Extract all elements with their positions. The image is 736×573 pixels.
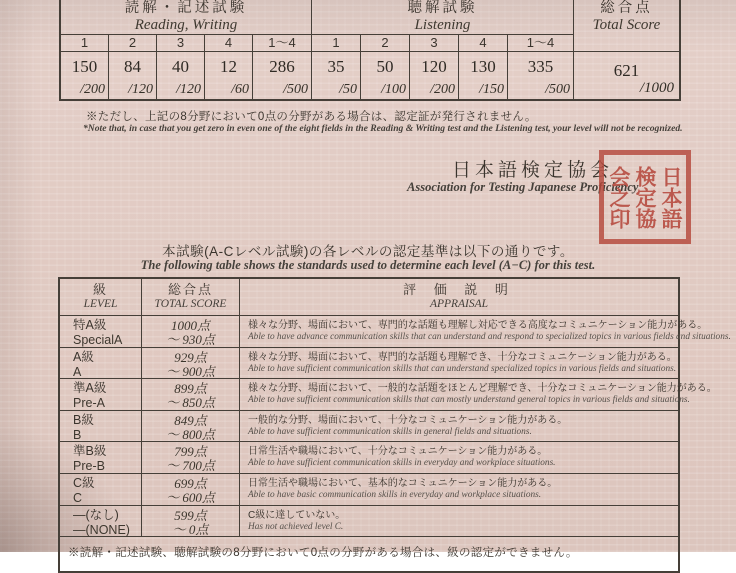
header-appraisal-jp: 評 価 説 明 bbox=[403, 282, 515, 297]
level-cell bbox=[60, 411, 142, 443]
column-header: 4 bbox=[205, 35, 253, 52]
score-range-bottom: ～ 0点 bbox=[172, 521, 209, 537]
appraisal-jp: 日常生活や職場において、十分なコミュニケーション能力がある。 bbox=[248, 446, 548, 458]
score-max: /120 bbox=[176, 82, 201, 97]
score-range-bottom: ～ 930点 bbox=[166, 332, 215, 347]
score-cell bbox=[205, 52, 253, 99]
score-range-top: 799点 bbox=[174, 444, 207, 460]
level-name-en: B bbox=[73, 427, 82, 442]
score-range-top: 1000点 bbox=[170, 318, 210, 333]
level-cell bbox=[60, 506, 142, 538]
level-name-jp: 準A級 bbox=[73, 381, 107, 396]
header-level-jp: 級 bbox=[92, 282, 108, 297]
appraisal-cell bbox=[240, 506, 678, 538]
score-range-cell bbox=[142, 316, 240, 348]
score-cell bbox=[157, 52, 205, 99]
appraisal-jp: C級に達していない。 bbox=[248, 509, 346, 521]
score-range-cell bbox=[142, 379, 240, 411]
score-cell bbox=[361, 52, 410, 99]
score-range-top: 899点 bbox=[174, 381, 207, 397]
total-title-en: Total Score bbox=[592, 17, 661, 33]
appraisal-jp: 様々な分野、場面において、一般的な話題をほとんど理解でき、十分なコミュニケーション能力がある。 bbox=[248, 383, 717, 395]
column-header: 1～4 bbox=[508, 35, 574, 52]
score-range-cell bbox=[142, 442, 240, 474]
score-cell bbox=[253, 52, 312, 99]
level-name-jp: —(なし) bbox=[73, 507, 119, 522]
score-value: 50 bbox=[376, 57, 394, 76]
total-score-max: /1000 bbox=[639, 80, 674, 96]
score-max: /200 bbox=[430, 82, 455, 97]
score-range-top: 929点 bbox=[174, 349, 207, 365]
appraisal-en: Able to have sufficient communication skills that can mostly understand general topics in various fields and situations. bbox=[248, 395, 690, 406]
score-range-cell bbox=[142, 506, 240, 538]
appraisal-jp: 日常生活や職場において、基本的なコミュニケーション能力がある。 bbox=[248, 477, 558, 489]
seal-column-middle bbox=[633, 157, 657, 237]
appraisal-jp: 一般的な分野、場面において、十分なコミュニケーション能力がある。 bbox=[248, 414, 568, 426]
column-header: 2 bbox=[361, 35, 410, 52]
header-appraisal-en: APPRAISAL bbox=[429, 298, 489, 310]
association-seal-stamp bbox=[599, 150, 691, 244]
total-score-header bbox=[574, 0, 679, 52]
score-max: /150 bbox=[479, 82, 504, 97]
score-range-bottom: ～ 700点 bbox=[166, 458, 215, 474]
appraisal-en: Able to have sufficient communication skills in everyday and workplace situations. bbox=[248, 458, 556, 469]
appraisal-en: Able to have sufficient communication skills that can understand specialized topics in various fields and situations. bbox=[248, 363, 677, 374]
column-header: 4 bbox=[459, 35, 508, 52]
score-max: /120 bbox=[128, 82, 153, 97]
level-name-jp: A級 bbox=[73, 349, 94, 364]
score-range-bottom: ～ 800点 bbox=[166, 426, 215, 442]
score-value: 150 bbox=[71, 57, 98, 76]
score-range-bottom: ～ 850点 bbox=[166, 395, 215, 411]
score-max: /200 bbox=[80, 82, 105, 97]
appraisal-en: Able to have basic communication skills in everyday and workplace situations. bbox=[248, 489, 542, 500]
standards-intro-jp: 本試験(A-Cレベル試験)の各レベルの認定基準は以下の通りです。 bbox=[162, 244, 574, 259]
score-range-cell bbox=[142, 411, 240, 443]
score-value: 35 bbox=[327, 57, 345, 76]
section-title-en: Reading, Writing bbox=[134, 17, 238, 33]
appraisal-cell bbox=[240, 379, 717, 411]
header-level-en: LEVEL bbox=[83, 298, 118, 310]
section-header-reading-writing bbox=[61, 0, 312, 35]
seal-text: 日本語 bbox=[659, 165, 683, 229]
appraisal-cell bbox=[240, 316, 731, 348]
score-max: /500 bbox=[283, 82, 308, 97]
section-header-listening bbox=[312, 0, 574, 35]
score-range-top: 849点 bbox=[174, 412, 207, 428]
score-max: /100 bbox=[381, 82, 406, 97]
score-range-bottom: ～ 600点 bbox=[166, 489, 215, 505]
column-header: 1～4 bbox=[253, 35, 312, 52]
column-header: 1 bbox=[61, 35, 109, 52]
appraisal-cell bbox=[240, 348, 678, 380]
score-range-bottom: ～ 900点 bbox=[166, 363, 215, 379]
score-cell bbox=[508, 52, 574, 99]
appraisal-cell bbox=[240, 442, 678, 474]
level-cell bbox=[60, 316, 142, 348]
level-name-en: —(NONE) bbox=[73, 522, 130, 537]
total-score-value: 621 bbox=[613, 61, 640, 80]
level-cell bbox=[60, 474, 142, 506]
column-header: 1 bbox=[312, 35, 361, 52]
level-name-en: Pre-A bbox=[73, 396, 105, 411]
appraisal-cell bbox=[240, 411, 678, 443]
score-cell bbox=[312, 52, 361, 99]
standards-intro-en: The following table shows the standards used to determine each level (A−C) for this test. bbox=[140, 258, 596, 272]
score-value: 335 bbox=[527, 57, 554, 76]
seal-column-right bbox=[659, 157, 683, 237]
level-cell bbox=[60, 348, 142, 380]
appraisal-jp: 様々な分野、場面において、専門的な話題も理解し対応できる高度なコミュニケーション能力がある。 bbox=[248, 320, 708, 331]
seal-text: 検定協 bbox=[633, 165, 657, 229]
level-name-en: C bbox=[73, 490, 83, 505]
total-score-cell bbox=[574, 52, 679, 99]
level-name-jp: 特A級 bbox=[73, 318, 107, 332]
level-name-jp: B級 bbox=[73, 412, 94, 427]
score-range-top: 599点 bbox=[174, 507, 207, 523]
score-range-cell bbox=[142, 348, 240, 380]
score-range-top: 699点 bbox=[174, 475, 207, 491]
association-name-en: Association for Testing Japanese Proficiency bbox=[407, 180, 639, 194]
zero-score-note-jp: ※ただし、上記の8分野において0点の分野がある場合は、認定証が発行されません。 bbox=[86, 111, 537, 123]
level-name-jp: 準B級 bbox=[73, 444, 107, 459]
zero-score-note-en: *Note that, in case that you get zero in even one of the eight fields in the Reading & Writing test and the Listening test, your level will not be recognized. bbox=[83, 123, 683, 134]
header-total-score bbox=[142, 279, 240, 316]
header-score-jp: 総合点 bbox=[167, 282, 213, 297]
score-value: 130 bbox=[470, 57, 496, 76]
appraisal-en: Able to have advance communication skills that can understand and respond to specialized topics in various fields and situations. bbox=[248, 332, 731, 342]
score-max: /50 bbox=[339, 82, 357, 97]
score-value: 120 bbox=[421, 57, 447, 76]
score-range-cell bbox=[142, 474, 240, 506]
appraisal-en: Able to have sufficient communication skills in general fields and situations. bbox=[248, 426, 532, 437]
level-name-en: Pre-B bbox=[73, 459, 105, 474]
score-max: /60 bbox=[231, 82, 249, 97]
section-title-en: Listening bbox=[414, 17, 471, 33]
score-value: 84 bbox=[124, 57, 141, 76]
association-name-jp: 日本語検定協会 bbox=[452, 160, 614, 181]
score-cell bbox=[61, 52, 109, 99]
score-max: /500 bbox=[545, 82, 570, 97]
level-cell bbox=[60, 379, 142, 411]
column-header: 3 bbox=[410, 35, 459, 52]
standards-table bbox=[58, 277, 731, 573]
score-value: 286 bbox=[269, 57, 295, 76]
level-name-en: SpecialA bbox=[73, 333, 123, 347]
appraisal-jp: 様々な分野、場面において、専門的な話題も理解でき、十分なコミュニケーション能力がある。 bbox=[248, 351, 677, 363]
standards-footnote: ※読解・記述試験、聴解試験の8分野において0点の分野がある場合は、級の認定ができません。 bbox=[68, 547, 578, 560]
section-title-jp: 聴解試験 bbox=[407, 0, 478, 16]
score-cell bbox=[459, 52, 508, 99]
score-value: 40 bbox=[172, 57, 189, 76]
header-level bbox=[60, 279, 142, 316]
appraisal-en: Has not achieved level C. bbox=[248, 521, 344, 532]
level-name-en: A bbox=[73, 364, 82, 379]
seal-text: 会之印 bbox=[607, 165, 631, 229]
score-cell bbox=[410, 52, 459, 99]
section-title-jp: 読解・記述試験 bbox=[124, 0, 248, 16]
level-name-jp: C級 bbox=[73, 475, 95, 490]
appraisal-cell bbox=[240, 474, 678, 506]
seal-column-left bbox=[607, 157, 631, 237]
score-table bbox=[59, 0, 681, 101]
total-title-jp: 総合点 bbox=[600, 0, 653, 16]
header-appraisal bbox=[240, 279, 678, 316]
column-header: 3 bbox=[157, 35, 205, 52]
column-header: 2 bbox=[109, 35, 157, 52]
level-cell bbox=[60, 442, 142, 474]
score-cell bbox=[109, 52, 157, 99]
score-value: 12 bbox=[220, 57, 237, 76]
header-score-en: TOTAL SCORE bbox=[154, 298, 227, 310]
